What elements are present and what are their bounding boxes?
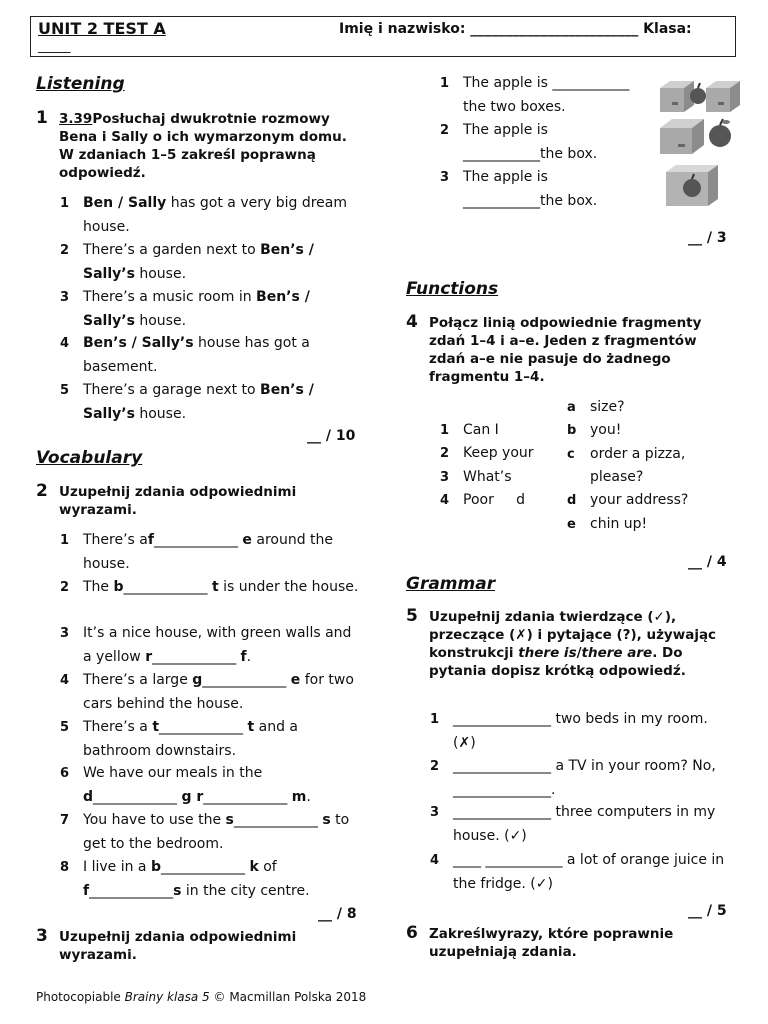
section-vocabulary: Vocabulary (36, 448, 143, 468)
exercise-number: 4 (406, 312, 418, 332)
item-number: 4 (440, 492, 450, 508)
item-text[interactable]: I live in a b____________ k of f____________s in the city centre. (83, 859, 310, 899)
apple-in-box-icon (662, 162, 722, 208)
item-text[interactable]: It’s a nice house, with green walls and a yellow r____________ f. (83, 625, 352, 665)
item-number: 4 (60, 336, 70, 351)
score-ex3: __ / 3 (688, 230, 727, 246)
section-grammar: Grammar (406, 574, 496, 594)
item-number: 4 (60, 673, 70, 688)
exercise-4-instruction: Połącz linią odpowiednie fragmenty zdań 1–4 i a–e. Jeden z fragmentów zdań a–e nie pasuje do żadnego fragmentu 1–4. (429, 315, 702, 385)
item-text: Can I (463, 422, 499, 438)
name-field[interactable]: Imię i nazwisko: ________________________ Klasa: (339, 21, 692, 37)
item-number: 5 (60, 383, 70, 398)
item-number: 1 (60, 196, 70, 211)
exercise-number: 3 (36, 926, 48, 946)
score-ex4: __ / 4 (688, 554, 727, 570)
item-number: 2 (60, 243, 70, 258)
score-ex1: __ / 10 (307, 428, 356, 444)
item-text[interactable]: There’s a garden next to Ben’s / Sally’s house. (83, 242, 314, 282)
item-text: chin up! (590, 515, 648, 532)
item-number: 4 (430, 853, 440, 868)
item-letter: a (567, 400, 576, 415)
item-text[interactable]: The b____________ t is under the house. (83, 579, 359, 595)
item-letter: e (567, 516, 576, 532)
item-text: What’s (463, 468, 512, 485)
item-number: 3 (430, 805, 440, 820)
class-field[interactable]: _____ (38, 39, 71, 54)
exercise-number: 5 (406, 606, 418, 626)
item-number: 1 (440, 76, 450, 91)
item-text[interactable]: ____ ___________ a lot of orange juice in the fridge. (✓) (453, 852, 725, 892)
item-text[interactable]: There’s a music room in Ben’s / Sally’s house. (83, 289, 310, 329)
item-number: 2 (440, 446, 450, 462)
item-number: 3 (440, 170, 450, 185)
item-number: 3 (440, 469, 450, 485)
item-number: 5 (60, 720, 70, 735)
item-text[interactable]: Ben / Sally has got a very big dream house. (83, 195, 347, 235)
section-functions: Functions (406, 279, 499, 299)
apple-next-to-box-icon (658, 116, 738, 156)
item-text[interactable]: There’s a large g____________ e for two cars behind the house. (83, 672, 354, 712)
exercise-number: 6 (406, 923, 418, 943)
section-listening: Listening (36, 74, 125, 94)
exercise-2-instruction: Uzupełnij zdania odpowiednimi wyrazami. (59, 484, 297, 518)
score-ex2: __ / 8 (318, 906, 357, 922)
item-number: 1 (60, 533, 70, 548)
item-text[interactable]: There’s af____________ e around the house. (83, 532, 334, 572)
item-text[interactable]: Ben’s / Sally’s house has got a basement. (83, 335, 310, 375)
item-number: 8 (60, 860, 70, 875)
item-text: you! (590, 422, 622, 439)
item-text: Keep your (463, 445, 534, 462)
item-letter: b (567, 423, 577, 439)
apple-between-boxes-icon (658, 78, 744, 114)
item-text[interactable]: There’s a garage next to Ben’s / Sally’s house. (83, 382, 314, 422)
item-number: 2 (60, 580, 70, 595)
item-number: 3 (60, 626, 70, 641)
exercise-3-instruction: Uzupełnij zdania odpowiednimi wyrazami. (59, 929, 297, 963)
item-number: 3 (60, 290, 70, 305)
item-text[interactable]: ______________ a TV in your room? No, ______________. (453, 758, 716, 798)
item-letter: d (567, 493, 577, 509)
item-number: 1 (440, 423, 450, 438)
item-text[interactable]: The apple is ___________the box. (463, 169, 598, 209)
item-text: size? (590, 399, 625, 415)
score-ex5: __ / 5 (688, 903, 727, 919)
item-text[interactable]: ______________ two beds in my room. (✗) (453, 711, 708, 751)
exercise-6-instruction: Zakreślwyrazy, które poprawnie uzupełniają zdania. (429, 926, 674, 960)
exercise-number: 2 (36, 481, 48, 501)
item-text: please? (590, 468, 644, 485)
item-letter: c (567, 446, 575, 462)
item-text: order a pizza, (590, 445, 686, 462)
item-text[interactable]: You have to use the s____________ s to get to the bedroom. (83, 812, 350, 852)
item-text: your address? (590, 492, 689, 509)
item-text[interactable]: ______________ three computers in my house. (✓) (453, 804, 716, 844)
item-text[interactable]: The apple is ___________the box. (463, 122, 598, 162)
item-number: 6 (60, 766, 70, 781)
item-text[interactable]: There’s a t____________ t and a bathroom downstairs. (83, 719, 299, 759)
item-text[interactable]: We have our meals in the d____________ g r____________ m. (83, 765, 311, 805)
item-number: 7 (60, 813, 70, 828)
item-number: 2 (430, 759, 440, 774)
audio-track-number[interactable]: 3.39 (59, 111, 93, 127)
unit-title: UNIT 2 TEST A (38, 19, 166, 38)
exercise-1-instruction: 3.39Posłuchaj dwukrotnie rozmowy Bena i Sally o ich wymarzonym domu. W zdaniach 1–5 zakreśl poprawną odpowiedź. (59, 111, 347, 181)
footer-copyright: Photocopiable Brainy klasa 5 © Macmillan Polska 2018 (36, 990, 367, 1004)
exercise-number: 1 (36, 108, 48, 128)
item-text: Poor d (463, 491, 525, 508)
item-text[interactable]: The apple is ___________ the two boxes. (463, 75, 630, 115)
item-number: 2 (440, 123, 450, 138)
item-number: 1 (430, 712, 440, 727)
header-box (30, 16, 736, 57)
exercise-5-instruction: Uzupełnij zdania twierdzące (✓), przeczące (✗) i pytające (?), używając konstrukcji there is/there are. Do pytania dopisz krótką odpowiedź. (429, 609, 717, 679)
